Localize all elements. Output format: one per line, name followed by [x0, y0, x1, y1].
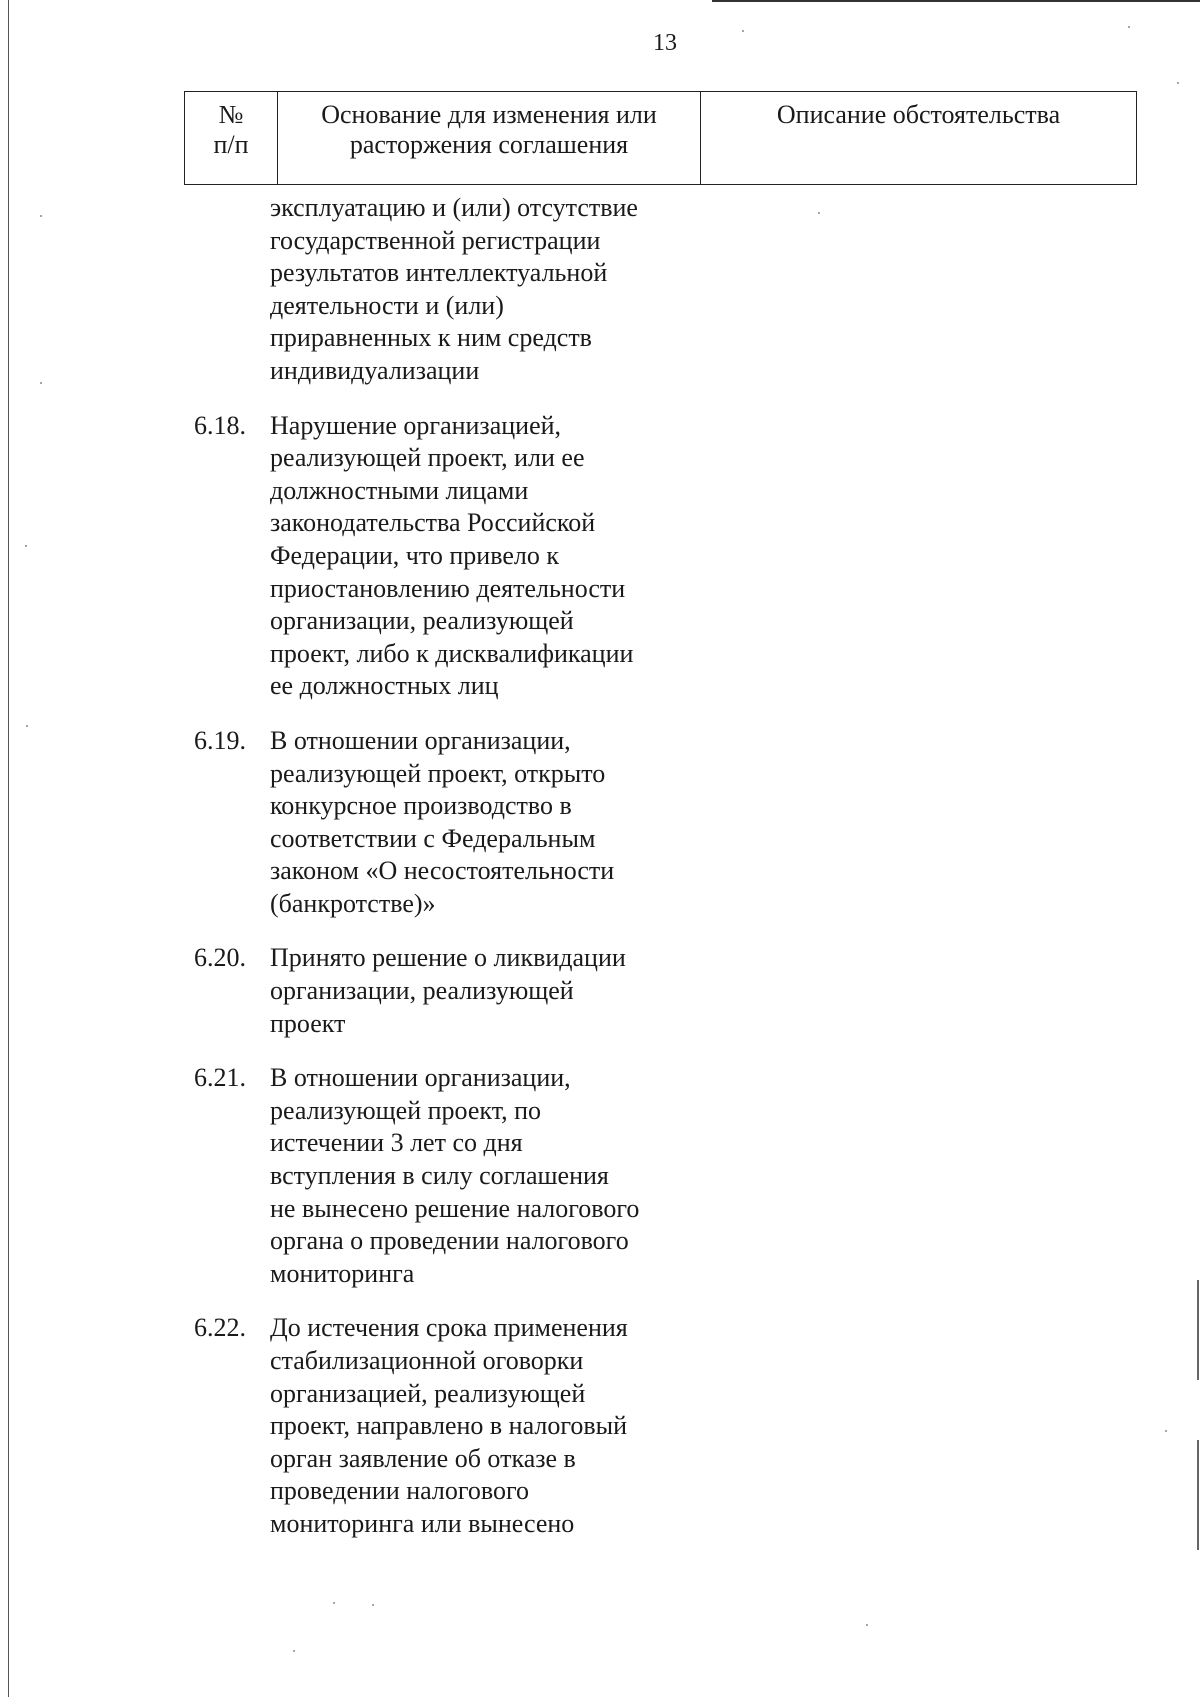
row-basis-text: В отношении организации, реализующей проект, открыто конкурсное производство в соответствии с Федеральным законом «О несостоятельности (банкротстве)» [270, 725, 615, 918]
table-body [184, 192, 704, 1541]
row-number: 6.18. [194, 410, 246, 440]
table-row [184, 1062, 704, 1290]
table-row [184, 1312, 704, 1540]
scan-speck [40, 382, 42, 384]
header-col-basis: Основание для изменения или расторжения соглашения [278, 92, 701, 185]
scan-speck [333, 1602, 335, 1604]
header-col-number: № п/п [185, 92, 278, 185]
scan-speck [866, 1624, 868, 1626]
table-header [184, 91, 1137, 185]
row-number: 6.22. [194, 1313, 246, 1343]
page-number: 13 [653, 30, 677, 56]
scan-right-edge [1197, 1280, 1199, 1380]
row-basis-text: В отношении организации, реализующей проект, по истечении 3 лет со дня вступления в силу соглашения не вынесено решение налогового органа о проведении налогового мониторинга [270, 1063, 640, 1288]
scan-top-edge [712, 0, 1200, 2]
scan-speck [742, 30, 744, 32]
scan-speck [40, 215, 42, 217]
scan-speck [1165, 1430, 1167, 1432]
scan-speck [25, 545, 27, 547]
scan-speck [1177, 82, 1179, 84]
scan-speck [372, 1604, 374, 1606]
table-row [184, 725, 704, 921]
scan-speck [26, 725, 28, 727]
scan-speck [1128, 26, 1130, 28]
row-basis-text: До истечения срока применения стабилизационной оговорки организацией, реализующей проект, направлено в налоговый орган заявление об отказе в проведении налогового мониторинга или вынесено [270, 1313, 628, 1538]
table-row [184, 410, 704, 703]
table-row [184, 192, 704, 388]
row-basis-text: эксплуатацию и (или) отсутствие государственной регистрации результатов интеллектуальной деятельности и (или) приравненных к ним средств индивидуализации [270, 193, 638, 385]
scan-left-edge [8, 0, 9, 1697]
row-number: 6.19. [194, 725, 246, 755]
header-col-description: Описание обстоятельства [701, 92, 1137, 185]
scan-speck [818, 212, 820, 214]
row-basis-text: Принято решение о ликвидации организации, реализующей проект [270, 943, 626, 1038]
scan-speck [293, 1650, 295, 1652]
row-number: 6.21. [194, 1063, 246, 1093]
table-row [184, 942, 704, 1040]
row-number: 6.20. [194, 943, 246, 973]
row-basis-text: Нарушение организацией, реализующей проект, или ее должностными лицами законодательства Российской Федерации, что привело к приостановлению деятельности организации, реализующей проект, либо к дисквалификации ее должностных лиц [270, 410, 634, 701]
scan-right-edge [1197, 1440, 1199, 1550]
